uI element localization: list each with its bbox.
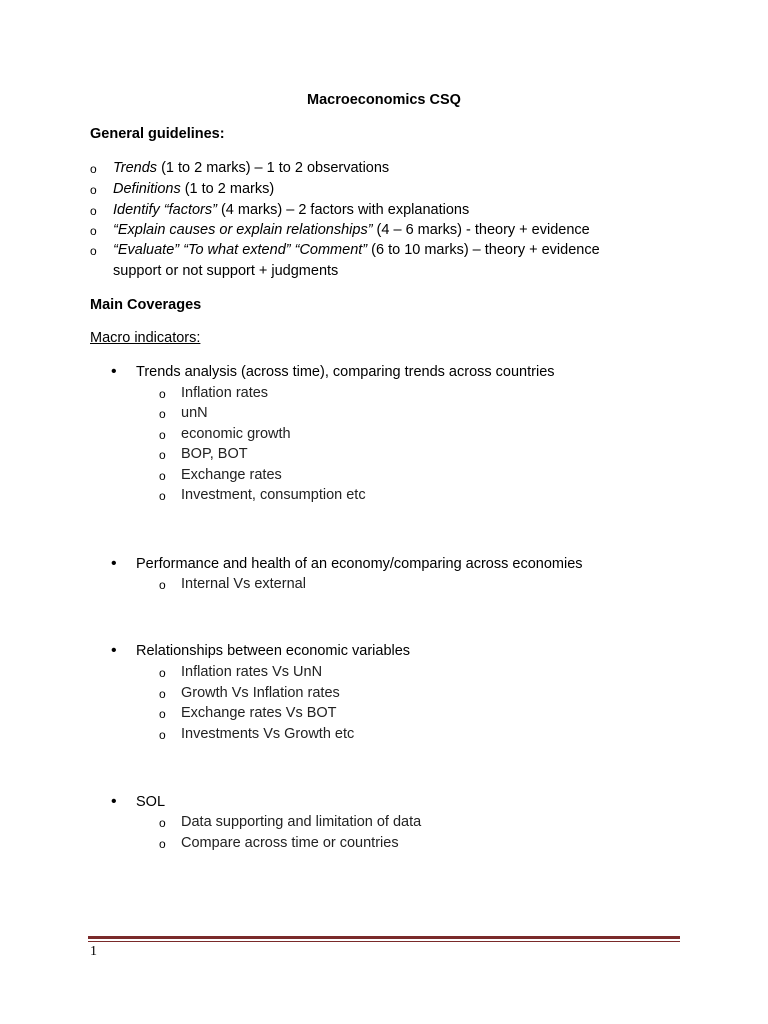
guideline-item xyxy=(113,242,600,258)
list-item: Exchange rates xyxy=(181,467,282,483)
list-item: Compare across time or countries xyxy=(181,835,399,851)
section-label: SOL xyxy=(136,794,166,810)
list-marker-circle: o xyxy=(90,204,97,218)
list-marker-circle: o xyxy=(159,687,166,701)
bullet-icon: • xyxy=(111,793,117,810)
guideline-term: Trends xyxy=(113,160,158,176)
list-marker-circle: o xyxy=(159,407,166,421)
list-item: Data supporting and limitation of data xyxy=(181,814,422,830)
guideline-continuation: support or not support + judgments xyxy=(113,263,339,279)
list-marker-circle: o xyxy=(159,469,166,483)
list-marker-circle: o xyxy=(159,578,166,592)
main-coverages-heading: Main Coverages xyxy=(90,297,202,313)
list-marker-circle: o xyxy=(90,162,97,176)
section-label: Relationships between economic variables xyxy=(136,643,411,659)
guideline-detail: (4 – 6 marks) - theory + evidence xyxy=(372,222,590,238)
bullet-icon: • xyxy=(111,363,117,380)
list-marker-circle: o xyxy=(90,183,97,197)
guideline-item xyxy=(113,160,389,176)
list-item: Investments Vs Growth etc xyxy=(181,726,355,742)
list-item: Inflation rates Vs UnN xyxy=(181,664,323,680)
footer-rule-thin xyxy=(88,941,680,942)
guideline-detail: (6 to 10 marks) – theory + evidence xyxy=(367,242,600,258)
macro-indicators-heading: Macro indicators: xyxy=(90,330,201,346)
list-item: economic growth xyxy=(181,426,291,442)
guideline-detail: (1 to 2 marks) xyxy=(180,181,275,197)
guideline-item xyxy=(113,202,469,218)
list-marker-circle: o xyxy=(159,428,166,442)
list-item: Exchange rates Vs BOT xyxy=(181,705,337,721)
list-marker-circle: o xyxy=(159,666,166,680)
page-number: 1 xyxy=(90,944,97,959)
guideline-term: “Evaluate” “To what extend” “Comment” xyxy=(113,242,368,258)
guideline-term: Identify “factors” xyxy=(113,202,217,218)
list-marker-circle: o xyxy=(159,728,166,742)
guideline-detail: (1 to 2 marks) – 1 to 2 observations xyxy=(157,160,390,176)
guideline-term: “Explain causes or explain relationships” xyxy=(113,222,373,238)
guideline-item xyxy=(113,181,274,197)
list-item: BOP, BOT xyxy=(181,446,248,462)
footer-rule-thick xyxy=(88,936,680,939)
list-marker-circle: o xyxy=(159,837,166,851)
section-label: Performance and health of an economy/comparing across economies xyxy=(136,556,583,572)
list-marker-circle: o xyxy=(159,816,166,830)
list-item: unN xyxy=(181,405,208,421)
section-label: Trends analysis (across time), comparing trends across countries xyxy=(136,364,555,380)
document-title: Macroeconomics CSQ xyxy=(307,92,461,108)
guideline-term: Definitions xyxy=(113,181,181,197)
general-guidelines-heading: General guidelines: xyxy=(90,126,225,142)
guideline-item xyxy=(113,222,590,238)
list-item: Growth Vs Inflation rates xyxy=(181,685,340,701)
list-marker-circle: o xyxy=(159,489,166,503)
bullet-icon: • xyxy=(111,642,117,659)
list-marker-circle: o xyxy=(159,707,166,721)
list-marker-circle: o xyxy=(90,224,97,238)
list-item: Inflation rates xyxy=(181,385,269,401)
guideline-detail: (4 marks) – 2 factors with explanations xyxy=(216,202,470,218)
list-marker-circle: o xyxy=(159,387,166,401)
list-marker-circle: o xyxy=(159,448,166,462)
bullet-icon: • xyxy=(111,555,117,572)
list-item: Investment, consumption etc xyxy=(181,487,366,503)
list-item: Internal Vs external xyxy=(181,576,306,592)
list-marker-circle: o xyxy=(90,244,97,258)
